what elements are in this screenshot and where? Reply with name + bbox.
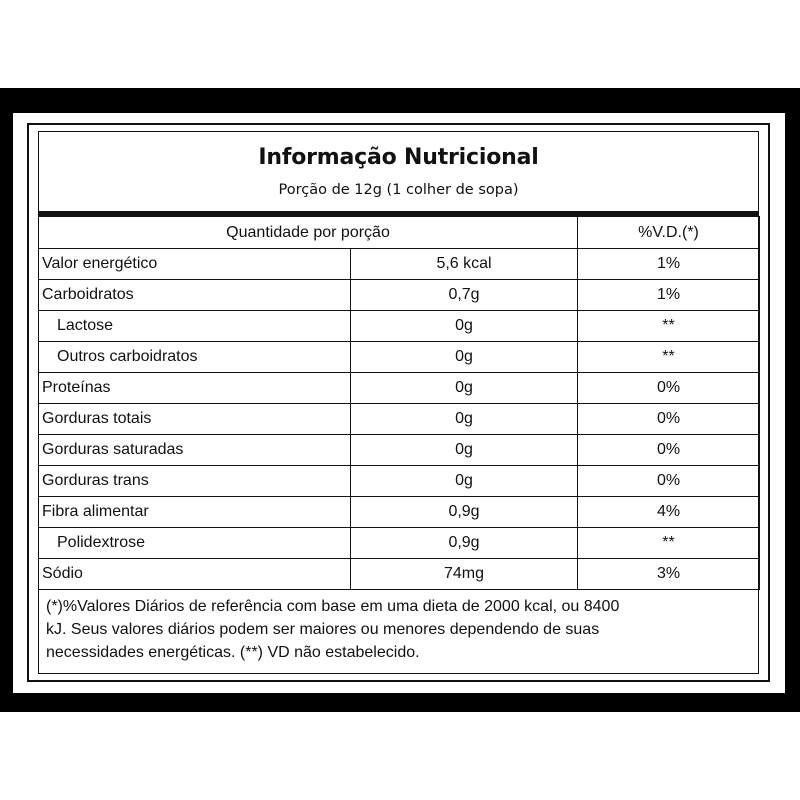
footnote xyxy=(46,595,752,664)
nutrient-daily-value: ** xyxy=(578,342,760,373)
nutrient-quantity: 0,9g xyxy=(351,497,578,528)
nutrient-daily-value: 1% xyxy=(578,249,760,280)
nutrient-name: Outros carboidratos xyxy=(39,342,351,373)
nutrient-name: Gorduras saturadas xyxy=(39,435,351,466)
table-row xyxy=(39,342,760,373)
nutrient-name: Gorduras trans xyxy=(39,466,351,497)
nutrient-daily-value: 0% xyxy=(578,435,760,466)
table-row xyxy=(39,373,760,404)
nutrient-quantity: 0,7g xyxy=(351,280,578,311)
nutrient-quantity: 74mg xyxy=(351,559,578,590)
nutrition-facts-label xyxy=(38,131,759,674)
label-title: Informação Nutricional xyxy=(258,145,539,170)
nutrient-name: Valor energético xyxy=(39,249,351,280)
nutrient-quantity: 0g xyxy=(351,342,578,373)
nutrient-daily-value: 0% xyxy=(578,466,760,497)
nutrient-name: Gorduras totais xyxy=(39,404,351,435)
nutrient-daily-value: 3% xyxy=(578,559,760,590)
table-row xyxy=(39,435,760,466)
nutrient-quantity: 5,6 kcal xyxy=(351,249,578,280)
nutrient-daily-value: ** xyxy=(578,528,760,559)
nutrient-daily-value: 4% xyxy=(578,497,760,528)
table-row xyxy=(39,249,760,280)
table-row xyxy=(39,528,760,559)
table-row xyxy=(39,466,760,497)
nutrient-name: Proteínas xyxy=(39,373,351,404)
nutrient-quantity: 0g xyxy=(351,404,578,435)
footnote-line: kJ. Seus valores diários podem ser maiores ou menores dependendo de suas xyxy=(46,621,600,638)
nutrient-name: Sódio xyxy=(39,559,351,590)
nutrient-quantity: 0g xyxy=(351,435,578,466)
footnote-line: necessidades energéticas. (**) VD não estabelecido. xyxy=(46,644,420,661)
table-row xyxy=(39,497,760,528)
nutrient-name: Carboidratos xyxy=(39,280,351,311)
nutrient-daily-value: ** xyxy=(578,311,760,342)
nutrient-quantity: 0g xyxy=(351,373,578,404)
nutrient-quantity: 0g xyxy=(351,466,578,497)
table-row xyxy=(39,559,760,590)
footnote-line: (*)%Valores Diários de referência com base em uma dieta de 2000 kcal, ou 8400 xyxy=(46,598,620,615)
nutrient-name: Fibra alimentar xyxy=(39,497,351,528)
table-row xyxy=(39,311,760,342)
serving-size: Porção de 12g (1 colher de sopa) xyxy=(278,182,519,198)
nutrient-daily-value: 1% xyxy=(578,280,760,311)
nutrient-name: Polidextrose xyxy=(39,528,351,559)
quantity-per-serving-header: Quantidade por porção xyxy=(39,217,578,249)
nutrient-quantity: 0,9g xyxy=(351,528,578,559)
nutrition-table xyxy=(38,216,760,590)
nutrient-name: Lactose xyxy=(39,311,351,342)
nutrient-daily-value: 0% xyxy=(578,404,760,435)
label-header xyxy=(39,132,758,211)
table-header-row xyxy=(39,217,760,249)
nutrient-quantity: 0g xyxy=(351,311,578,342)
daily-value-header: %V.D.(*) xyxy=(578,217,760,249)
nutrient-daily-value: 0% xyxy=(578,373,760,404)
table-row xyxy=(39,404,760,435)
table-row xyxy=(39,280,760,311)
